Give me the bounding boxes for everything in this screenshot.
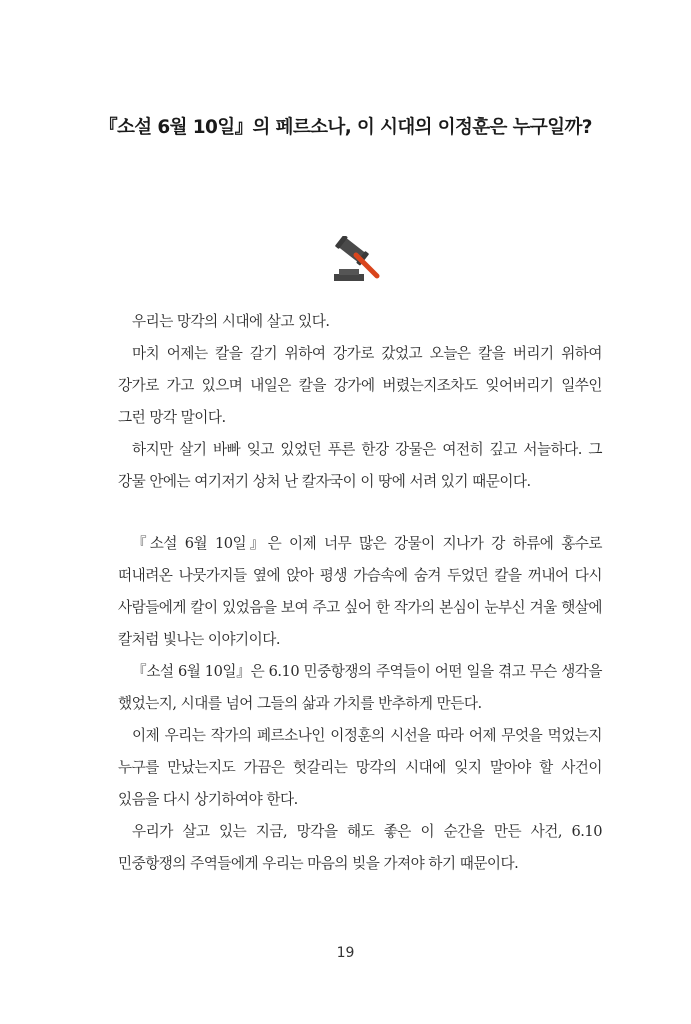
paragraph: 『소설 6월 10일』은 이제 너무 많은 강물이 지나가 강 하류에 홍수로 떠내려온 나뭇가지들 옆에 앉아 평생 가슴속에 숨겨 두었던 칼을 꺼내어 다시 사람들에게 칼이 있었음을 보여 주고 싶어 한 작가의 본심이 눈부신 겨울 햇살에 칼처럼 빛나는 이야기이다. [118, 535, 602, 648]
paragraph: 『소설 6월 10일』은 6.10 민중항쟁의 주역들이 어떤 일을 겪고 무슨 생각을 했었는지, 시대를 넘어 그들의 삶과 가치를 반추하게 만든다. [118, 663, 602, 712]
paragraph: 우리는 망각의 시대에 살고 있다. [132, 313, 330, 330]
paragraph: 하지만 살기 바빠 잊고 있었던 푸른 한강 강물은 여전히 깊고 서늘하다. 그 강물 안에는 여기저기 상처 난 칼자국이 이 땅에 서려 있기 때문이다. [118, 441, 602, 490]
gavel-icon [330, 236, 382, 284]
paragraph: 우리가 살고 있는 지금, 망각을 해도 좋은 이 순간을 만든 사건, 6.10 민중항쟁의 주역들에게 우리는 마음의 빚을 가져야 하기 때문이다. [118, 823, 602, 872]
paragraph: 마치 어제는 칼을 갈기 위하여 강가로 갔었고 오늘은 칼을 버리기 위하여 강가로 가고 있으며 내일은 칼을 강가에 버렸는지조차도 잊어버리기 일쑤인 그런 망각 말이다. [118, 345, 602, 426]
chapter-title: 『소설 6월 10일』의 페르소나, 이 시대의 이정훈은 누구일까? [99, 117, 592, 138]
paragraph: 이제 우리는 작가의 페르소나인 이정훈의 시선을 따라 어제 무엇을 먹었는지 누구를 만났는지도 가끔은 헛갈리는 망각의 시대에 잊지 말아야 할 사건이 있음을 다시 상기하여야 한다. [118, 727, 602, 808]
section-spacer [118, 498, 602, 528]
page-number: 19 [336, 945, 355, 961]
body-text [118, 306, 602, 880]
